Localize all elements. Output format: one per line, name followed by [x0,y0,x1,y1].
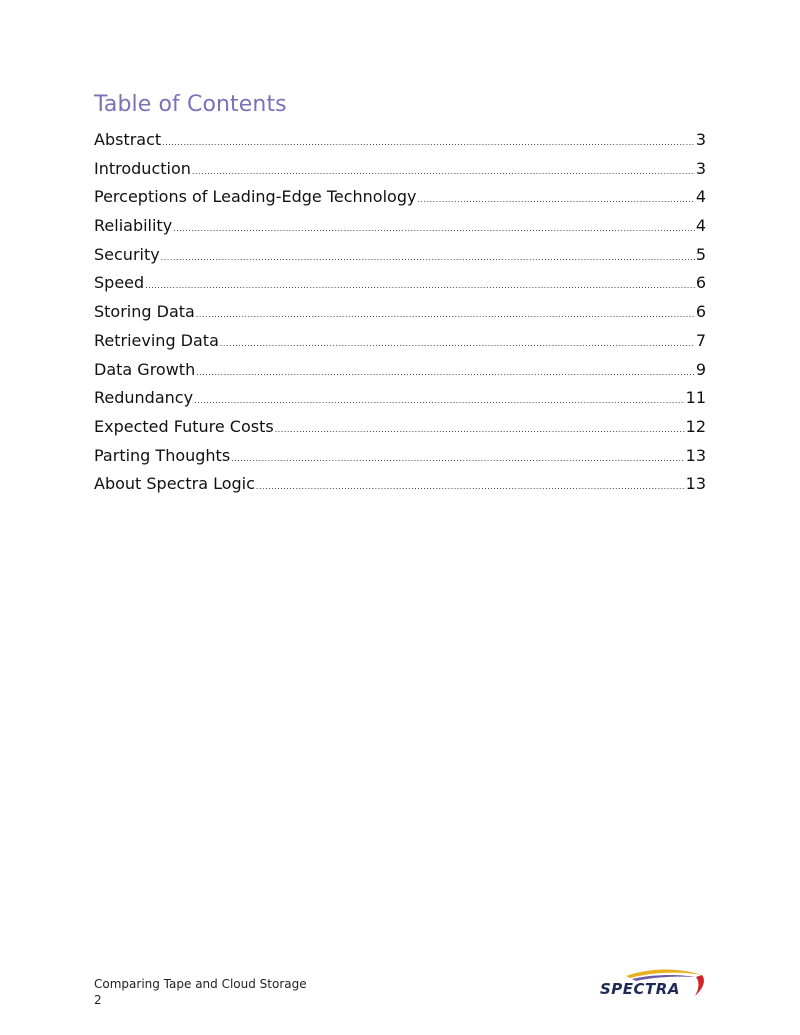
toc-entry-page: 9 [695,359,706,379]
toc-entry-label: Speed [94,273,145,293]
toc-entry-redundancy[interactable] [94,384,706,413]
toc-entry-data-growth[interactable] [94,356,706,385]
toc-leader-dots [231,455,684,463]
toc-leader-dots [417,196,694,204]
toc-entry-page: 12 [685,416,706,436]
toc-entry-label: Parting Thoughts [94,445,231,465]
toc-entry-label: Abstract [94,130,162,149]
toc-leader-dots [196,311,695,319]
toc-entry-reliability[interactable] [94,212,706,241]
toc-entry-expected-future-costs[interactable] [94,413,706,442]
toc-entry-page: 7 [695,330,706,350]
toc-leader-dots [173,225,695,233]
toc-leader-dots [145,282,695,290]
spectra-logo [598,968,708,1000]
toc-entry-page: 6 [695,273,706,293]
footer-document-title: Comparing Tape and Cloud Storage [94,977,307,991]
toc-heading: Table of Contents [94,92,287,117]
toc-entry-page: 11 [685,388,706,408]
toc-entry-speed[interactable] [94,269,706,298]
toc-entry-about-spectra-logic[interactable] [94,470,706,499]
toc-entry-page: 13 [685,445,706,465]
toc-list [94,126,706,499]
toc-leader-dots [275,426,685,434]
toc-leader-dots [194,397,685,405]
toc-entry-label: Redundancy [94,388,194,408]
toc-entry-label: Expected Future Costs [94,416,274,436]
toc-entry-retrieving-data[interactable] [94,327,706,356]
toc-entry-page: 3 [695,158,706,178]
toc-entry-label: Data Growth [94,359,196,379]
toc-entry-introduction[interactable] [94,155,706,184]
toc-entry-abstract[interactable] [94,126,706,155]
toc-entry-label: Reliability [94,216,173,236]
toc-entry-page: 4 [695,216,706,236]
toc-entry-label: About Spectra Logic [94,474,255,494]
toc-leader-dots [196,369,695,377]
toc-leader-dots [192,168,695,176]
toc-leader-dots [161,254,695,262]
toc-entry-perceptions[interactable] [94,183,706,212]
toc-entry-label: Perceptions of Leading-Edge Technology [94,187,417,207]
toc-entry-storing-data[interactable] [94,298,706,327]
toc-entry-page: 3 [695,130,706,149]
toc-entry-page: 6 [695,302,706,322]
toc-entry-parting-thoughts[interactable] [94,442,706,471]
toc-entry-page: 4 [695,187,706,207]
toc-leader-dots [162,139,695,147]
toc-entry-page: 13 [685,474,706,494]
toc-entry-label: Introduction [94,158,191,178]
footer-page-number: 2 [94,993,102,1007]
toc-leader-dots [256,483,685,491]
toc-entry-label: Security [94,244,160,264]
toc-entry-page: 5 [695,244,706,264]
logo-swoosh-red [695,975,704,996]
toc-leader-dots [220,340,695,348]
toc-entry-label: Storing Data [94,302,195,322]
toc-entry-security[interactable] [94,241,706,270]
logo-wordmark: SPECTRA [600,980,680,998]
toc-entry-label: Retrieving Data [94,330,219,350]
